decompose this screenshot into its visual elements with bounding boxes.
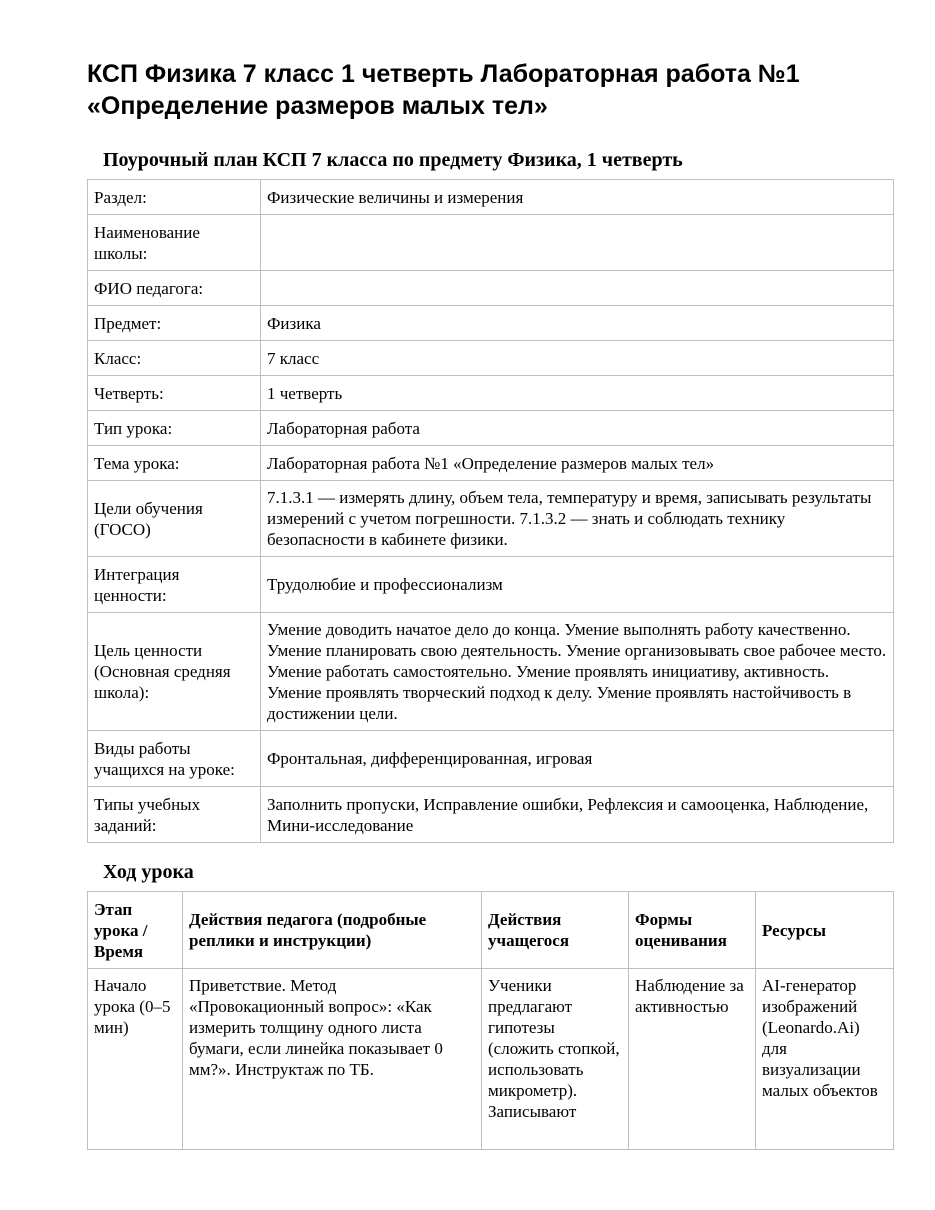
column-header-teacher: Действия педагога (подробные реплики и инструкции) [183, 892, 482, 969]
plan-label: Виды работы учащихся на уроке: [88, 731, 261, 787]
cell-stage: Начало урока (0–5 мин) [88, 969, 183, 1150]
plan-value: Трудолюбие и профессионализм [261, 557, 894, 613]
plan-row-teacher [88, 271, 894, 306]
plan-value: Физика [261, 306, 894, 341]
plan-label: Наименование школы: [88, 215, 261, 271]
plan-label: Типы учебных заданий: [88, 787, 261, 843]
plan-value: 1 четверть [261, 376, 894, 411]
lesson-header-row [88, 892, 894, 969]
plan-label: Цель ценности (Основная средняя школа): [88, 613, 261, 731]
cell-assessment: Наблюдение за активностью [629, 969, 756, 1150]
plan-row-school [88, 215, 894, 271]
plan-row-subject [88, 306, 894, 341]
table-row [88, 969, 894, 1150]
document-title: КСП Физика 7 класс 1 четверть Лабораторная работа №1 «Определение размеров малых тел» [87, 60, 800, 120]
plan-label: Интеграция ценности: [88, 557, 261, 613]
plan-row-values [88, 557, 894, 613]
plan-label: Цели обучения (ГОСО) [88, 481, 261, 557]
plan-label: Класс: [88, 341, 261, 376]
plan-row-goals [88, 481, 894, 557]
plan-row-grade [88, 341, 894, 376]
plan-value: 7 класс [261, 341, 894, 376]
plan-label: Тип урока: [88, 411, 261, 446]
plan-value: Физические величины и измерения [261, 180, 894, 215]
plan-row-value-goal [88, 613, 894, 731]
column-header-student: Действия учащегося [482, 892, 629, 969]
plan-value: Заполнить пропуски, Исправление ошибки, Рефлексия и самооценка, Наблюдение, Мини-исследование [261, 787, 894, 843]
plan-label: Раздел: [88, 180, 261, 215]
plan-row-task-types [88, 787, 894, 843]
column-header-assessment: Формы оценивания [629, 892, 756, 969]
cell-student: Ученики предлагают гипотезы (сложить стопкой, использовать микрометр). Записывают [482, 969, 629, 1150]
plan-value [261, 215, 894, 271]
column-header-stage: Этап урока / Время [88, 892, 183, 969]
column-header-resources: Ресурсы [756, 892, 894, 969]
plan-row-quarter [88, 376, 894, 411]
plan-value: Лабораторная работа №1 «Определение размеров малых тел» [261, 446, 894, 481]
lesson-table [87, 891, 894, 1150]
lesson-heading: Ход урока [103, 861, 194, 883]
plan-value [261, 271, 894, 306]
plan-heading: Поурочный план КСП 7 класса по предмету Физика, 1 четверть [103, 149, 683, 171]
plan-value: Фронтальная, дифференцированная, игровая [261, 731, 894, 787]
plan-row-topic [88, 446, 894, 481]
plan-value: Лабораторная работа [261, 411, 894, 446]
plan-row-section [88, 180, 894, 215]
plan-value: 7.1.3.1 — измерять длину, объем тела, температуру и время, записывать результаты измерений с учетом погрешности. 7.1.3.2 — знать и соблюдать технику безопасности в кабинете физики. [261, 481, 894, 557]
plan-table [87, 179, 894, 843]
plan-label: Тема урока: [88, 446, 261, 481]
plan-label: ФИО педагога: [88, 271, 261, 306]
cell-teacher: Приветствие. Метод «Провокационный вопрос»: «Как измерить толщину одного листа бумаги, если линейка показывает 0 мм?». Инструктаж по ТБ. [183, 969, 482, 1150]
plan-label: Четверть: [88, 376, 261, 411]
plan-row-lesson-type [88, 411, 894, 446]
plan-label: Предмет: [88, 306, 261, 341]
plan-value: Умение доводить начатое дело до конца. Умение выполнять работу качественно. Умение планировать свою деятельность. Умение организовывать свое рабочее место. Умение работать самостоятельно. Умение проявлять инициативу, активность. Умение проявлять творческий подход к делу. Умение проявлять настойчивость в достижении цели. [261, 613, 894, 731]
cell-resources: AI-генератор изображений (Leonardo.Ai) для визуализации малых объектов [756, 969, 894, 1150]
plan-row-work-types [88, 731, 894, 787]
